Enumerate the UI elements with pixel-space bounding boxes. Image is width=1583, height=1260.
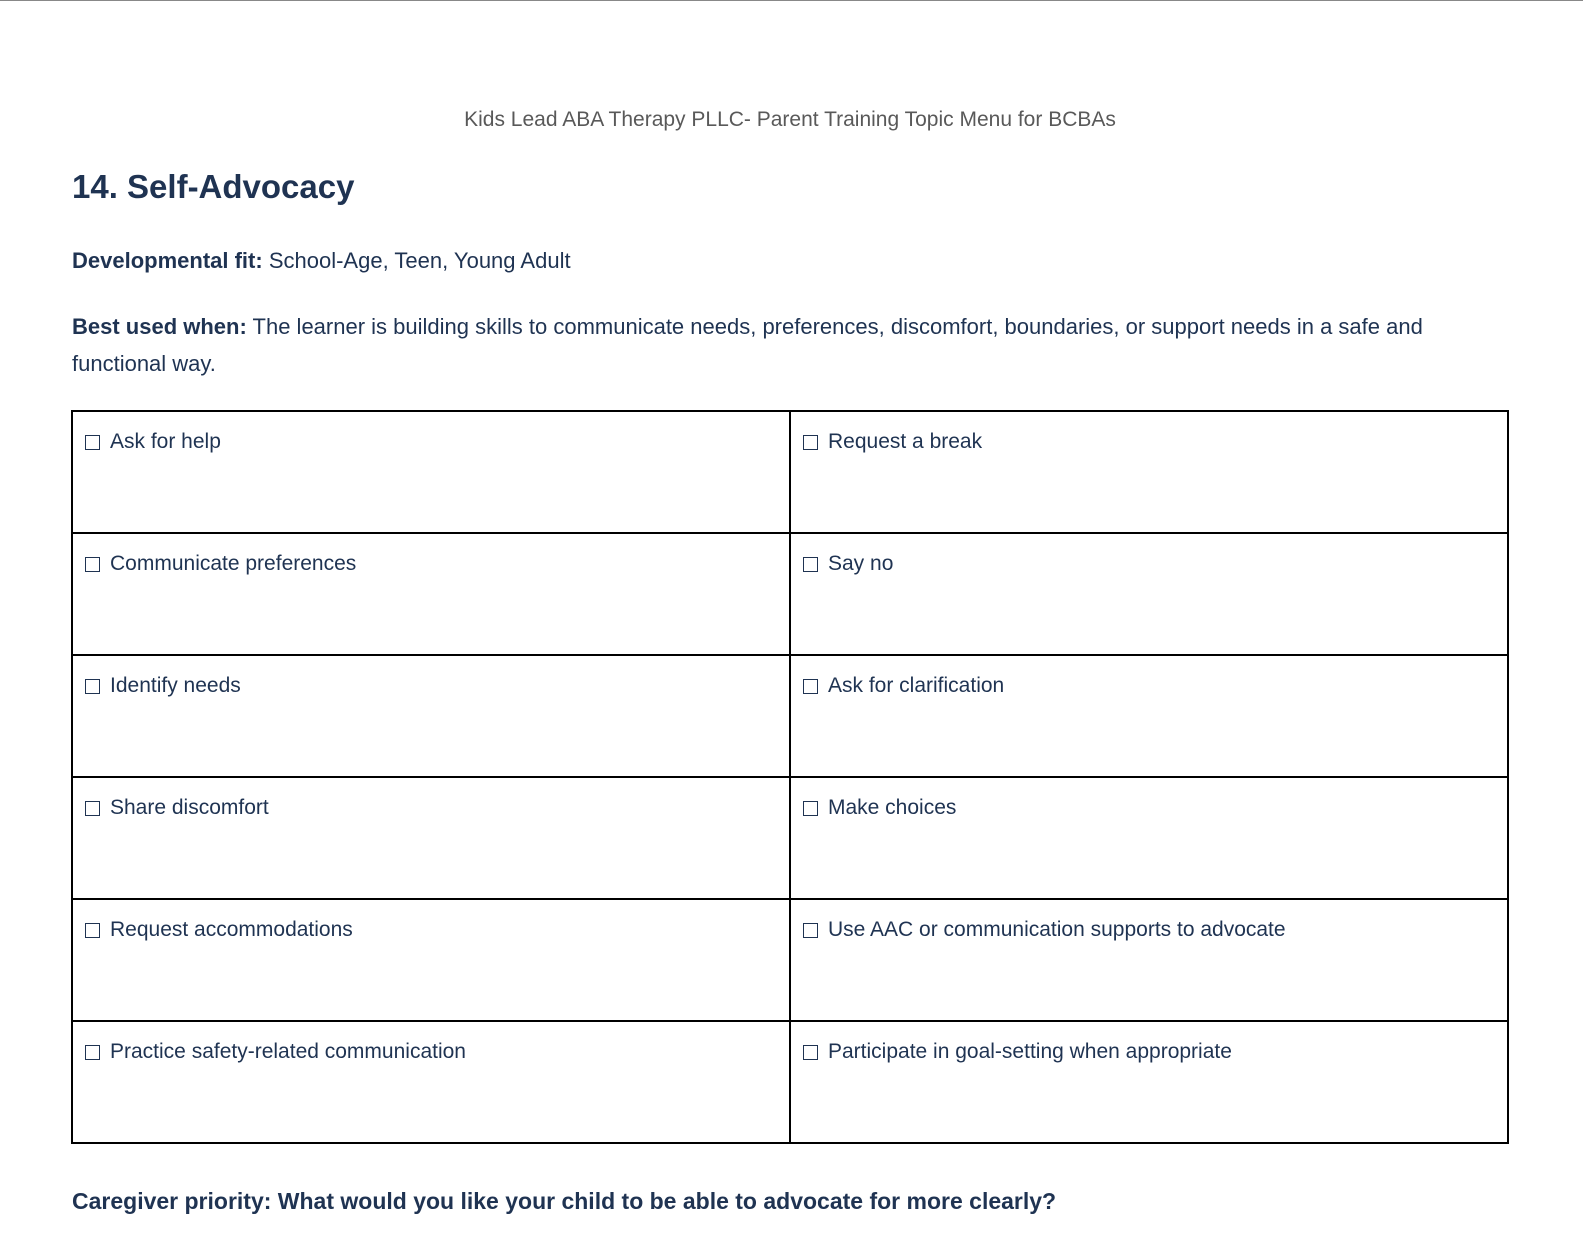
checklist-item-label: Participate in goal-setting when appropriate	[828, 1040, 1232, 1063]
checkbox[interactable]	[85, 1045, 100, 1060]
section-title: 14. Self-Advocacy	[72, 168, 355, 205]
checkbox[interactable]	[85, 435, 100, 450]
checklist-item-label: Use AAC or communication supports to advocate	[828, 918, 1286, 941]
table-row	[72, 899, 1508, 1021]
table-row	[72, 777, 1508, 899]
checklist-item-label: Ask for help	[110, 430, 221, 453]
checklist-cell	[790, 899, 1508, 1021]
checkbox[interactable]	[85, 557, 100, 572]
checklist-item-label: Request accommodations	[110, 918, 353, 941]
table-row	[72, 655, 1508, 777]
checkbox[interactable]	[85, 801, 100, 816]
checkbox[interactable]	[803, 1045, 818, 1060]
checklist-cell	[72, 411, 790, 533]
table-row	[72, 533, 1508, 655]
best-used-when-value: The learner is building skills to communicate needs, preferences, discomfort, boundaries, or support needs in a safe and functional way.	[72, 314, 1423, 376]
caregiver-priority-prompt: Caregiver priority: What would you like your child to be able to advocate for more clearly?	[72, 1188, 1057, 1214]
checkbox[interactable]	[803, 679, 818, 694]
best-used-when	[72, 308, 1512, 382]
checkbox[interactable]	[803, 923, 818, 938]
checklist-cell	[790, 777, 1508, 899]
best-used-when-label: Best used when:	[72, 314, 247, 339]
checklist-cell	[72, 533, 790, 655]
checklist-item-label: Make choices	[828, 796, 957, 819]
checkbox[interactable]	[85, 679, 100, 694]
table-row	[72, 411, 1508, 533]
top-divider	[0, 0, 1583, 1]
checklist-cell	[72, 777, 790, 899]
table-row	[72, 1021, 1508, 1143]
checklist-cell	[72, 1021, 790, 1143]
checkbox[interactable]	[85, 923, 100, 938]
checklist-item-label: Share discomfort	[110, 796, 269, 819]
developmental-fit	[72, 242, 1512, 279]
checklist-cell	[790, 533, 1508, 655]
checkbox[interactable]	[803, 801, 818, 816]
checklist-item-label: Identify needs	[110, 674, 241, 697]
checklist-item-label: Ask for clarification	[828, 674, 1005, 697]
checklist-item-label: Communicate preferences	[110, 552, 357, 575]
checklist-cell	[790, 1021, 1508, 1143]
checklist-item-label: Practice safety-related communication	[110, 1040, 466, 1063]
checklist-cell	[790, 411, 1508, 533]
checklist-cell	[72, 899, 790, 1021]
checklist-item-label: Say no	[828, 552, 894, 575]
developmental-fit-label: Developmental fit:	[72, 248, 263, 273]
skills-checklist-table	[71, 410, 1509, 1144]
checklist-item-label: Request a break	[828, 430, 983, 453]
checklist-cell	[790, 655, 1508, 777]
developmental-fit-value: School-Age, Teen, Young Adult	[268, 248, 571, 273]
page-header: Kids Lead ABA Therapy PLLC- Parent Training Topic Menu for BCBAs	[464, 108, 1116, 131]
checkbox[interactable]	[803, 435, 818, 450]
checkbox[interactable]	[803, 557, 818, 572]
checklist-cell	[72, 655, 790, 777]
